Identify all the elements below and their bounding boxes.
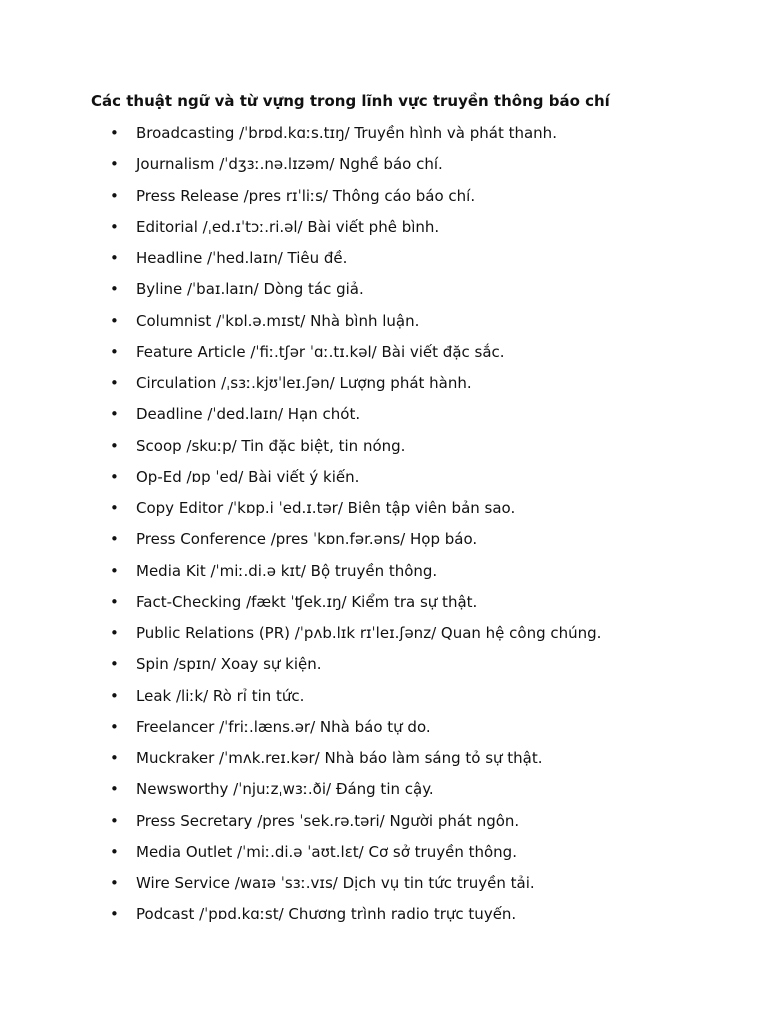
bullet-icon: • [110, 342, 119, 361]
bullet-icon: • [110, 686, 119, 705]
bullet-icon: • [110, 467, 119, 486]
term-text: Fact-Checking /fækt ˈʧek.ɪŋ/ Kiểm tra sự thật. [136, 592, 478, 611]
term-text: Columnist /ˈkɒl.ə.mɪst/ Nhà bình luận. [136, 311, 420, 330]
term-text: Deadline /ˈded.laɪn/ Hạn chót. [136, 405, 361, 424]
bullet-icon: • [110, 561, 119, 580]
term-text: Muckraker /ˈmʌk.reɪ.kər/ Nhà báo làm sáng tỏ sự thật. [136, 749, 543, 767]
bullet-icon: • [110, 280, 119, 299]
list-item [0, 873, 768, 904]
term-text: Headline /ˈhed.laɪn/ Tiêu đề. [136, 249, 348, 267]
bullet-icon: • [110, 186, 119, 205]
list-item [0, 248, 768, 279]
list-item [0, 904, 768, 935]
list-item [0, 342, 768, 373]
list-item [0, 811, 768, 842]
bullet-icon: • [110, 905, 119, 924]
list-item [0, 436, 768, 467]
list-item [0, 279, 768, 310]
list-item [0, 623, 768, 654]
term-text: Public Relations (PR) /ˈpʌb.lɪk rɪˈleɪ.ʃənz/ Quan hệ công chúng. [136, 624, 602, 642]
bullet-icon: • [110, 405, 119, 424]
term-text: Broadcasting /ˈbrɒd.kɑːs.tɪŋ/ Truyền hình và phát thanh. [136, 124, 557, 142]
bullet-icon: • [110, 874, 119, 892]
list-item [0, 779, 768, 810]
list-item [0, 311, 768, 342]
term-text: Scoop /skuːp/ Tin đặc biệt, tin nóng. [136, 436, 406, 455]
bullet-icon: • [110, 624, 119, 642]
term-list [0, 123, 768, 936]
term-text: Press Release /pres rɪˈliːs/ Thông cáo báo chí. [136, 186, 476, 205]
term-text: Byline /ˈbaɪ.laɪn/ Dòng tác giả. [136, 280, 364, 299]
bullet-icon: • [110, 530, 119, 549]
bullet-icon: • [110, 717, 119, 736]
list-item [0, 373, 768, 404]
bullet-icon: • [110, 249, 119, 267]
bullet-icon: • [110, 499, 119, 517]
term-text: Newsworthy /ˈnjuːzˌwɜː.ði/ Đáng tin cậy. [136, 780, 434, 799]
list-item [0, 592, 768, 623]
term-text: Editorial /ˌed.ɪˈtɔː.ri.əl/ Bài viết phê bình. [136, 217, 440, 236]
list-item [0, 529, 768, 560]
bullet-icon: • [110, 374, 119, 392]
bullet-icon: • [110, 436, 119, 455]
list-item [0, 748, 768, 779]
document-title: Các thuật ngữ và từ vựng trong lĩnh vực truyền thông báo chí [91, 92, 610, 110]
list-item [0, 561, 768, 592]
term-text: Journalism /ˈdʒɜː.nə.lɪzəm/ Nghề báo chí. [136, 155, 443, 174]
term-text: Podcast /ˈpɒd.kɑːst/ Chương trình radio trực tuyến. [136, 905, 517, 924]
list-item [0, 123, 768, 154]
bullet-icon: • [110, 842, 119, 861]
term-text: Spin /spɪn/ Xoay sự kiện. [136, 655, 322, 674]
term-text: Circulation /ˌsɜː.kjʊˈleɪ.ʃən/ Lượng phát hành. [136, 374, 472, 392]
bullet-icon: • [110, 655, 119, 674]
term-text: Leak /liːk/ Rò rỉ tin tức. [136, 686, 305, 705]
bullet-icon: • [110, 311, 119, 330]
list-item [0, 654, 768, 685]
term-text: Press Secretary /pres ˈsek.rə.təri/ Người phát ngôn. [136, 811, 520, 830]
bullet-icon: • [110, 592, 119, 611]
bullet-icon: • [110, 780, 119, 799]
list-item [0, 717, 768, 748]
term-text: Feature Article /ˈfiː.tʃər ˈɑː.tɪ.kəl/ Bài viết đặc sắc. [136, 342, 505, 361]
term-text: Freelancer /ˈfriː.læns.ər/ Nhà báo tự do. [136, 717, 431, 736]
bullet-icon: • [110, 217, 119, 236]
term-text: Copy Editor /ˈkɒp.i ˈed.ɪ.tər/ Biên tập viên bản sao. [136, 499, 516, 517]
list-item [0, 404, 768, 435]
term-text: Op-Ed /ɒp ˈed/ Bài viết ý kiến. [136, 467, 360, 486]
term-text: Media Outlet /ˈmiː.di.ə ˈaʊt.lɛt/ Cơ sở truyền thông. [136, 842, 517, 861]
bullet-icon: • [110, 124, 119, 142]
list-item [0, 842, 768, 873]
list-item [0, 686, 768, 717]
bullet-icon: • [110, 749, 119, 767]
term-text: Wire Service /waɪə ˈsɜː.vɪs/ Dịch vụ tin tức truyền tải. [136, 874, 535, 892]
list-item [0, 498, 768, 529]
list-item [0, 186, 768, 217]
list-item [0, 467, 768, 498]
list-item [0, 154, 768, 185]
list-item [0, 217, 768, 248]
term-text: Media Kit /ˈmiː.di.ə kɪt/ Bộ truyền thông. [136, 561, 438, 580]
bullet-icon: • [110, 155, 119, 174]
term-text: Press Conference /pres ˈkɒn.fər.əns/ Họp báo. [136, 530, 478, 549]
bullet-icon: • [110, 811, 119, 830]
